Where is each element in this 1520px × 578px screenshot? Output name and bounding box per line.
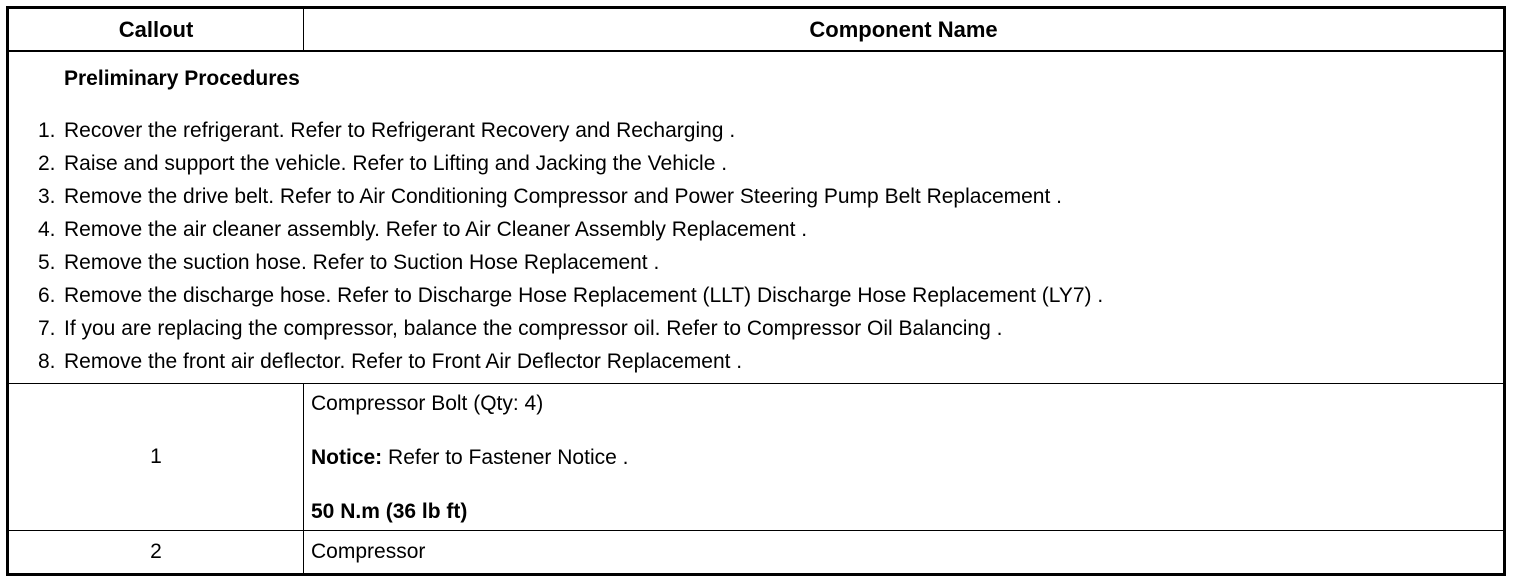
step-text: Remove the front air deflector. Refer to Front Air Deflector Replacement .: [64, 350, 743, 373]
preliminary-procedures: [8, 51, 1505, 384]
component-name: Compressor: [304, 531, 1505, 575]
procedure-table: [6, 6, 1506, 576]
header-row: [8, 8, 1505, 52]
notice-text: Refer to Fastener Notice .: [382, 446, 629, 469]
step-item: [9, 251, 1503, 284]
step-number: 7.: [38, 317, 56, 340]
component-cell: [304, 384, 1505, 531]
preliminary-title: Preliminary Procedures: [64, 67, 300, 90]
torque-spec: [311, 500, 1503, 524]
step-text: If you are replacing the compressor, balance the compressor oil. Refer to Compressor Oil Balancing .: [64, 317, 1003, 340]
table-row: [8, 531, 1505, 575]
step-text: Raise and support the vehicle. Refer to Lifting and Jacking the Vehicle .: [64, 152, 728, 175]
notice-label: Notice:: [311, 446, 383, 469]
component-name: Compressor Bolt (Qty: 4): [311, 392, 544, 415]
table-row: [8, 384, 1505, 531]
step-item: [9, 317, 1503, 350]
preliminary-row: [8, 51, 1505, 384]
step-item: [9, 119, 1503, 152]
step-text: Recover the refrigerant. Refer to Refrigerant Recovery and Recharging .: [64, 119, 736, 142]
callout-cell: 1: [8, 384, 304, 531]
steps-list: [9, 119, 1503, 383]
callout-header: Callout: [8, 8, 304, 52]
notice-line: [311, 446, 1503, 470]
step-text: Remove the air cleaner assembly. Refer to Air Cleaner Assembly Replacement .: [64, 218, 808, 241]
step-item: [9, 152, 1503, 185]
step-number: 6.: [38, 284, 56, 307]
step-text: Remove the discharge hose. Refer to Discharge Hose Replacement (LLT) Discharge Hose Replacement (LY7) .: [64, 284, 1104, 307]
step-item: [9, 185, 1503, 218]
step-number: 5.: [38, 251, 56, 274]
step-number: 8.: [38, 350, 56, 373]
step-number: 1.: [38, 119, 56, 142]
step-text: Remove the suction hose. Refer to Suction Hose Replacement .: [64, 251, 660, 274]
step-item: [9, 218, 1503, 251]
step-item: [9, 350, 1503, 383]
step-item: [9, 284, 1503, 317]
step-number: 4.: [38, 218, 56, 241]
component-name-header: Component Name: [304, 8, 1505, 52]
step-number: 2.: [38, 152, 56, 175]
callout-cell: 2: [8, 531, 304, 575]
step-number: 3.: [38, 185, 56, 208]
torque-value: 50 N.m (36 lb ft): [311, 500, 468, 523]
step-text: Remove the drive belt. Refer to Air Conditioning Compressor and Power Steering Pump Belt Replacement .: [64, 185, 1062, 208]
